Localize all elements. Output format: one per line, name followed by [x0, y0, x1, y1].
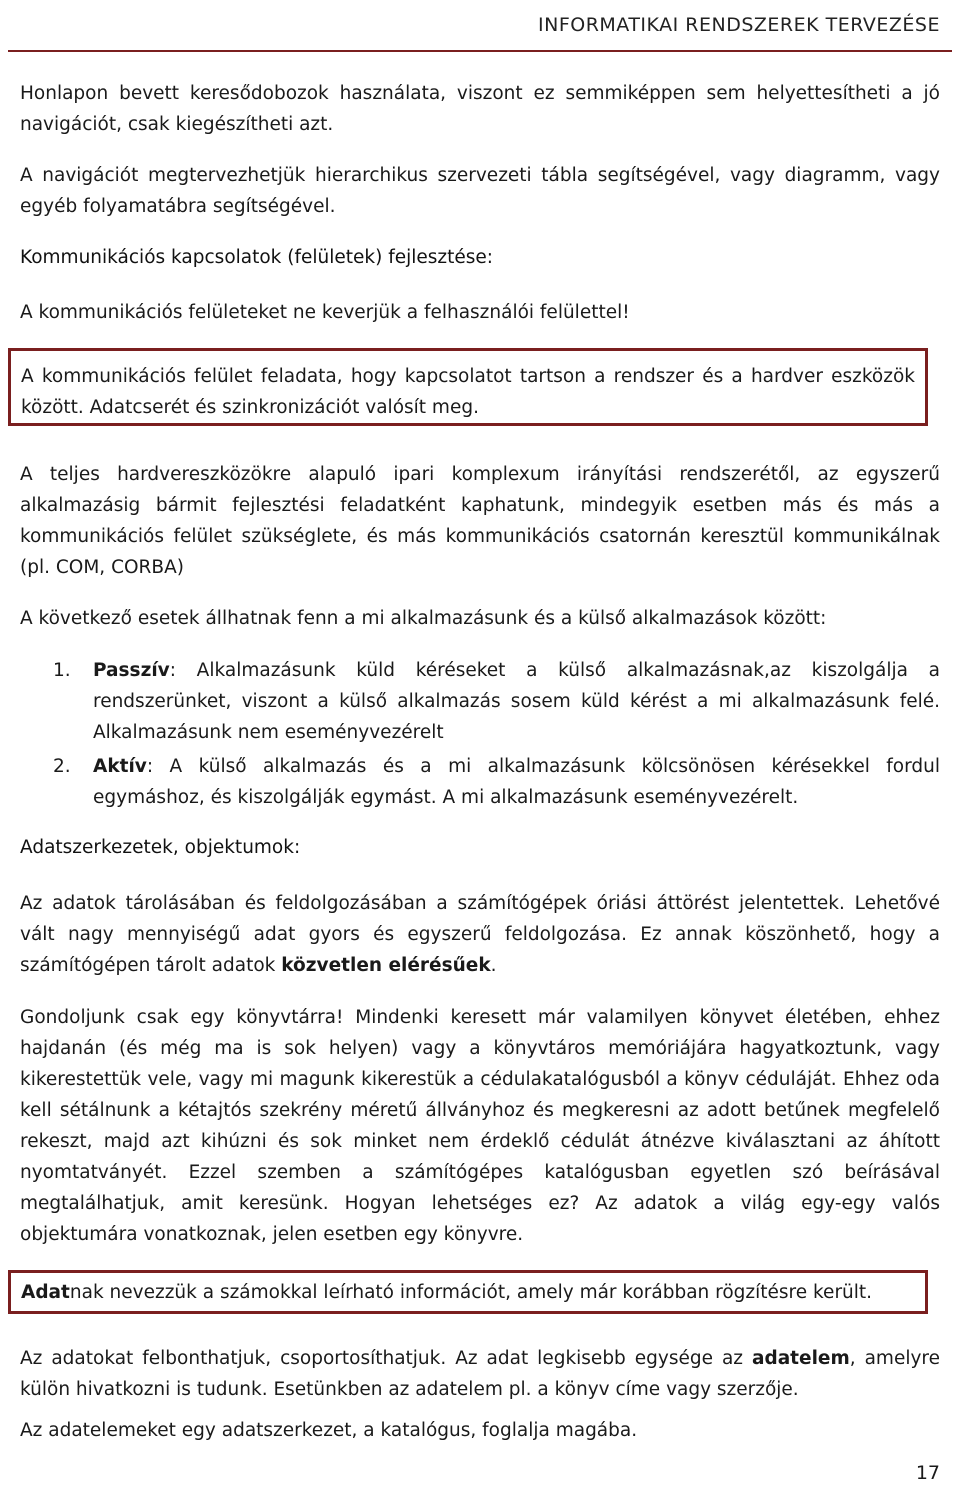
list-item: [20, 751, 940, 813]
paragraph-library: Gondoljunk csak egy könyvtárra! Mindenki keresett már valamilyen könyvet életében, ehhez hajdanán (és még ma is sok helyen) vagy a könyvtáros memóriájára hagyatkoztunk, vagy kikerestettük vele, vagy mi magunk kikerestük a cédulakatalógusból a könyv céduláját. Ehhez oda kell sétálnunk a kétajtós szekrény méretű állványhoz és megkeresni az adott betűnek megfelelő rekeszt, majd azt kihúzni és sok minket nem érdeklő cédulát átnézve kiválasztani az áhított nyomtatványét. Ezzel szemben a számítógépes katalógusban egyetlen szó beírásával megtalálhatjuk, amit keresünk. Hogyan lehetséges ez? Az adatok a világ egy-egy valós objektumára vonatkoznak, jelen esetben egy könyvre.: [20, 1007, 940, 1245]
list-item: [20, 655, 940, 748]
header-rule: [8, 50, 952, 52]
emphasis-text: adatelem: [751, 1348, 850, 1369]
paragraph-text: .: [490, 955, 497, 976]
section-heading-data-structures: Adatszerkezetek, objektumok:: [20, 837, 301, 858]
paragraph-text: Honlapon bevett keresődobozok használata, viszont ez semmiképpen sem helyettesítheti a jó navigációt, csak kiegészítheti azt.: [20, 83, 940, 135]
numbered-list: [20, 655, 940, 813]
box-text: nak nevezzük a számokkal leírható információt, amely már korábban rögzítésre került.: [69, 1282, 873, 1303]
section-heading-communication: Kommunikációs kapcsolatok (felületek) fejlesztése:: [20, 247, 494, 268]
list-text: : A külső alkalmazás és a mi alkalmazásunk kölcsönösen kérésekkel fordul egymáshoz, és kiszolgálják egymást. A mi alkalmazásunk eseményvezérelt.: [93, 756, 940, 808]
paragraph-catalog: Az adatelemeket egy adatszerkezet, a katalógus, foglalja magába.: [20, 1420, 638, 1441]
paragraph-data-elements: [20, 1343, 940, 1405]
paragraph-hardware: A teljes hardvereszközökre alapuló ipari komplexum irányítási rendszerétől, az egyszerű alkalmazásig bármit fejlesztési feladatként kaphatunk, mindegyik esetben más és más a kommunikációs felület szükséglete, és más kommunikációs csatornán keresztül kommunikálnak (pl. COM, CORBA): [20, 464, 940, 578]
paragraph-cases-intro: A következő esetek állhatnak fenn a mi alkalmazásunk és a külső alkalmazások között:: [20, 608, 827, 629]
paragraph-text: A navigációt megtervezhetjük hierarchikus szervezeti tábla segítségével, vagy diagramm, vagy egyéb folyamatábra segítségével.: [20, 165, 940, 217]
list-number: 2.: [53, 756, 71, 777]
paragraph-text: , amelyre külön hivatkozni is tudunk. Esetünkben az adatelem pl. a könyv címe vagy szerzője.: [20, 1348, 941, 1400]
paragraph-search-boxes: [20, 78, 940, 140]
box-text: A kommunikációs felület feladata, hogy kapcsolatot tartson a rendszer és a hardver eszközök között. Adatcserét és szinkronizációt valósít meg.: [21, 366, 915, 418]
highlight-box-communication: [8, 348, 928, 426]
paragraph-data-storage: [20, 888, 940, 981]
list-term: Aktív: [93, 756, 147, 777]
page-number: 17: [915, 1462, 940, 1484]
paragraph-communication-rule: A kommunikációs felületeket ne keverjük a felhasználói felülettel!: [20, 302, 630, 323]
emphasis-text: közvetlen elérésűek: [281, 955, 491, 976]
paragraph-text: Az adatok tárolásában és feldolgozásában a számítógépek óriási áttörést jelentettek. Lehetővé vált nagy mennyiségű adat gyors és egyszerű feldolgozása. Ez annak köszönhető, hogy a számítógépen tárolt adatok: [20, 893, 940, 976]
list-term: Passzív: [93, 660, 170, 681]
list-number: 1.: [53, 660, 71, 681]
definition-term: Adat: [21, 1282, 70, 1303]
highlight-box-data-definition: [8, 1270, 928, 1314]
paragraph-navigation: [20, 160, 940, 222]
paragraph-text: Az adatokat felbonthatjuk, csoportosíthatjuk. Az adat legkisebb egysége az: [20, 1348, 752, 1369]
list-text: : Alkalmazásunk küld kéréseket a külső alkalmazásnak,az kiszolgálja a rendszerünket, viszont a külső alkalmazás sosem küld kérést a mi alkalmazásunk felé. Alkalmazásunk nem eseményvezérelt: [93, 660, 940, 743]
running-header: INFORMATIKAI RENDSZEREK TERVEZÉSE: [538, 14, 940, 36]
